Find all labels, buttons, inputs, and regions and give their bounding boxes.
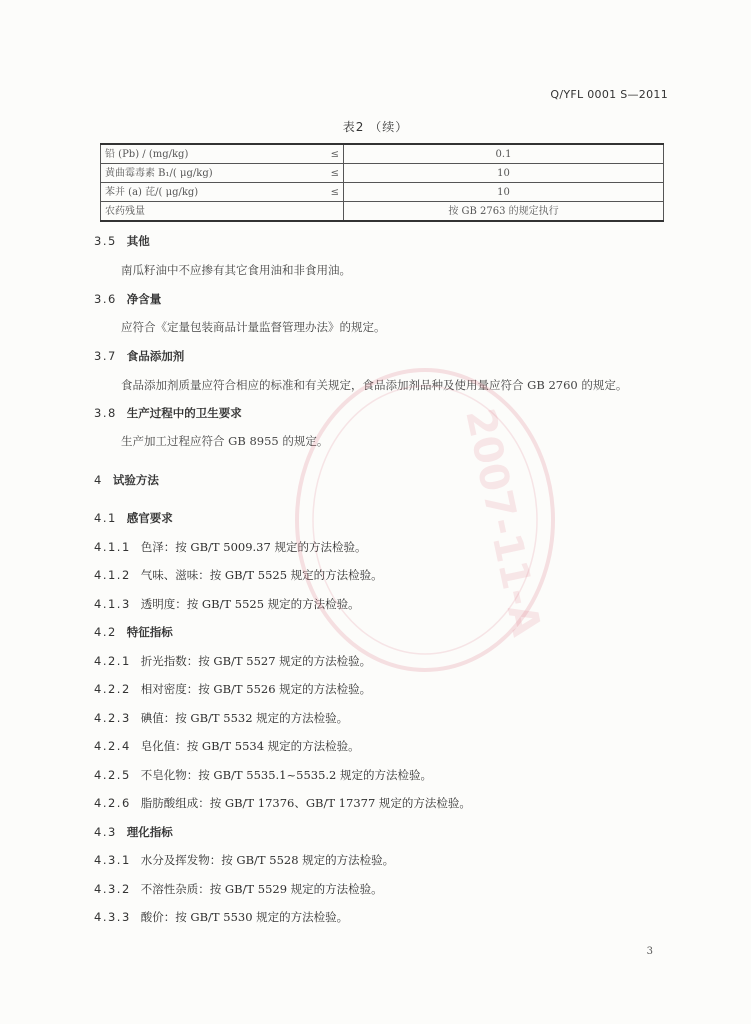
clause-4-3-1	[94, 852, 394, 868]
clause-text: 不溶性杂质：按 GB/T 5529 规定的方法检验。	[140, 882, 383, 896]
section-text-3-5: 南瓜籽油中不应掺有其它食用油和非食用油。	[121, 263, 351, 277]
clause-4-1-1	[94, 539, 366, 555]
table-title: 表2 （续）	[342, 120, 409, 134]
section-heading-3-6	[94, 291, 161, 307]
table-row	[101, 164, 664, 183]
table-cell-item: 苯并 (a) 芘/( μg/kg)	[101, 183, 320, 202]
table-row	[101, 144, 664, 164]
section-heading-4	[94, 472, 159, 488]
table-cell-compare: ≤	[319, 144, 344, 164]
table-cell-compare: ≤	[319, 183, 344, 202]
clause-4-2-2	[94, 681, 371, 697]
clause-text: 碘值：按 GB/T 5532 规定的方法检验。	[140, 711, 349, 725]
section-text-3-7: 食品添加剂质量应符合相应的标准和有关规定，食品添加剂品种及使用量应符合 GB 2760 的规定。	[121, 378, 628, 392]
section-title: 生产过程中的卫生要求	[126, 406, 242, 420]
section-heading-4-2	[94, 624, 173, 640]
section-text-3-8: 生产加工过程应符合 GB 8955 的规定。	[121, 434, 329, 448]
clause-4-3-2	[94, 881, 383, 897]
document-code: Q/YFL 0001 S—2011	[550, 88, 668, 101]
section-heading-3-5	[94, 233, 150, 249]
section-title: 试验方法	[112, 473, 159, 487]
table-cell-item: 农药残量	[101, 202, 320, 222]
clause-text: 透明度：按 GB/T 5525 规定的方法检验。	[140, 597, 360, 611]
table-cell-value: 按 GB 2763 的规定执行	[344, 202, 664, 222]
clause-number: 4.2.4	[94, 739, 131, 753]
official-seal-stamp	[285, 355, 565, 685]
section-heading-4-1	[94, 510, 173, 526]
table-cell-compare: ≤	[319, 164, 344, 183]
table-cell-value: 10	[344, 164, 664, 183]
table-cell-value: 10	[344, 183, 664, 202]
section-number: 3.7	[94, 349, 117, 363]
section-heading-3-7	[94, 348, 184, 364]
section-number: 4.2	[94, 625, 117, 639]
section-heading-4-3	[94, 824, 173, 840]
clause-4-2-6	[94, 795, 471, 811]
clause-4-3-3	[94, 909, 348, 925]
clause-4-2-3	[94, 710, 348, 726]
clause-4-1-2	[94, 567, 383, 583]
clause-number: 4.2.3	[94, 711, 131, 725]
clause-number: 4.2.5	[94, 768, 131, 782]
clause-4-2-1	[94, 653, 371, 669]
section-text-3-6: 应符合《定量包装商品计量监督管理办法》的规定。	[121, 320, 386, 334]
section-heading-3-8	[94, 405, 242, 421]
clause-text: 水分及挥发物：按 GB/T 5528 规定的方法检验。	[140, 853, 395, 867]
clause-number: 4.1.3	[94, 597, 131, 611]
section-title: 食品添加剂	[126, 349, 185, 363]
clause-number: 4.3.1	[94, 853, 131, 867]
section-number: 3.5	[94, 234, 117, 248]
clause-text: 折光指数：按 GB/T 5527 规定的方法检验。	[140, 654, 372, 668]
section-title: 净含量	[126, 292, 162, 306]
clause-4-2-4	[94, 738, 360, 754]
section-number: 3.8	[94, 406, 117, 420]
page-number: 3	[646, 946, 653, 957]
section-number: 4	[94, 473, 103, 487]
section-title: 特征指标	[126, 625, 173, 639]
table-cell-item: 黄曲霉毒素 B₁/( μg/kg)	[101, 164, 320, 183]
table-cell-value: 0.1	[344, 144, 664, 164]
clause-number: 4.2.6	[94, 796, 131, 810]
section-title: 理化指标	[126, 825, 173, 839]
seal-ring	[297, 370, 553, 670]
section-title: 其他	[126, 234, 150, 248]
clause-text: 气味、滋味：按 GB/T 5525 规定的方法检验。	[140, 568, 383, 582]
clause-4-1-3	[94, 596, 360, 612]
clause-text: 酸价：按 GB/T 5530 规定的方法检验。	[140, 910, 349, 924]
clause-number: 4.3.2	[94, 882, 131, 896]
clause-number: 4.3.3	[94, 910, 131, 924]
table-row	[101, 183, 664, 202]
clause-text: 色泽：按 GB/T 5009.37 规定的方法检验。	[140, 540, 367, 554]
clause-number: 4.2.2	[94, 682, 131, 696]
seal-inner-ring	[313, 386, 537, 654]
table-row	[101, 202, 664, 222]
table-cell-item: 铅 (Pb) / (mg/kg)	[101, 144, 320, 164]
seal-lettering: 2007-11-A	[456, 404, 550, 641]
section-number: 3.6	[94, 292, 117, 306]
section-title: 感官要求	[126, 511, 173, 525]
section-number: 4.3	[94, 825, 117, 839]
clause-text: 相对密度：按 GB/T 5526 规定的方法检验。	[140, 682, 372, 696]
section-number: 4.1	[94, 511, 117, 525]
clause-text: 不皂化物：按 GB/T 5535.1~5535.2 规定的方法检验。	[140, 768, 433, 782]
clause-number: 4.2.1	[94, 654, 131, 668]
spec-table	[100, 143, 664, 222]
clause-number: 4.1.1	[94, 540, 131, 554]
clause-text: 脂肪酸组成：按 GB/T 17376、GB/T 17377 规定的方法检验。	[140, 796, 471, 810]
clause-4-2-5	[94, 767, 432, 783]
table-cell-compare	[319, 202, 344, 222]
clause-number: 4.1.2	[94, 568, 131, 582]
clause-text: 皂化值：按 GB/T 5534 规定的方法检验。	[140, 739, 360, 753]
